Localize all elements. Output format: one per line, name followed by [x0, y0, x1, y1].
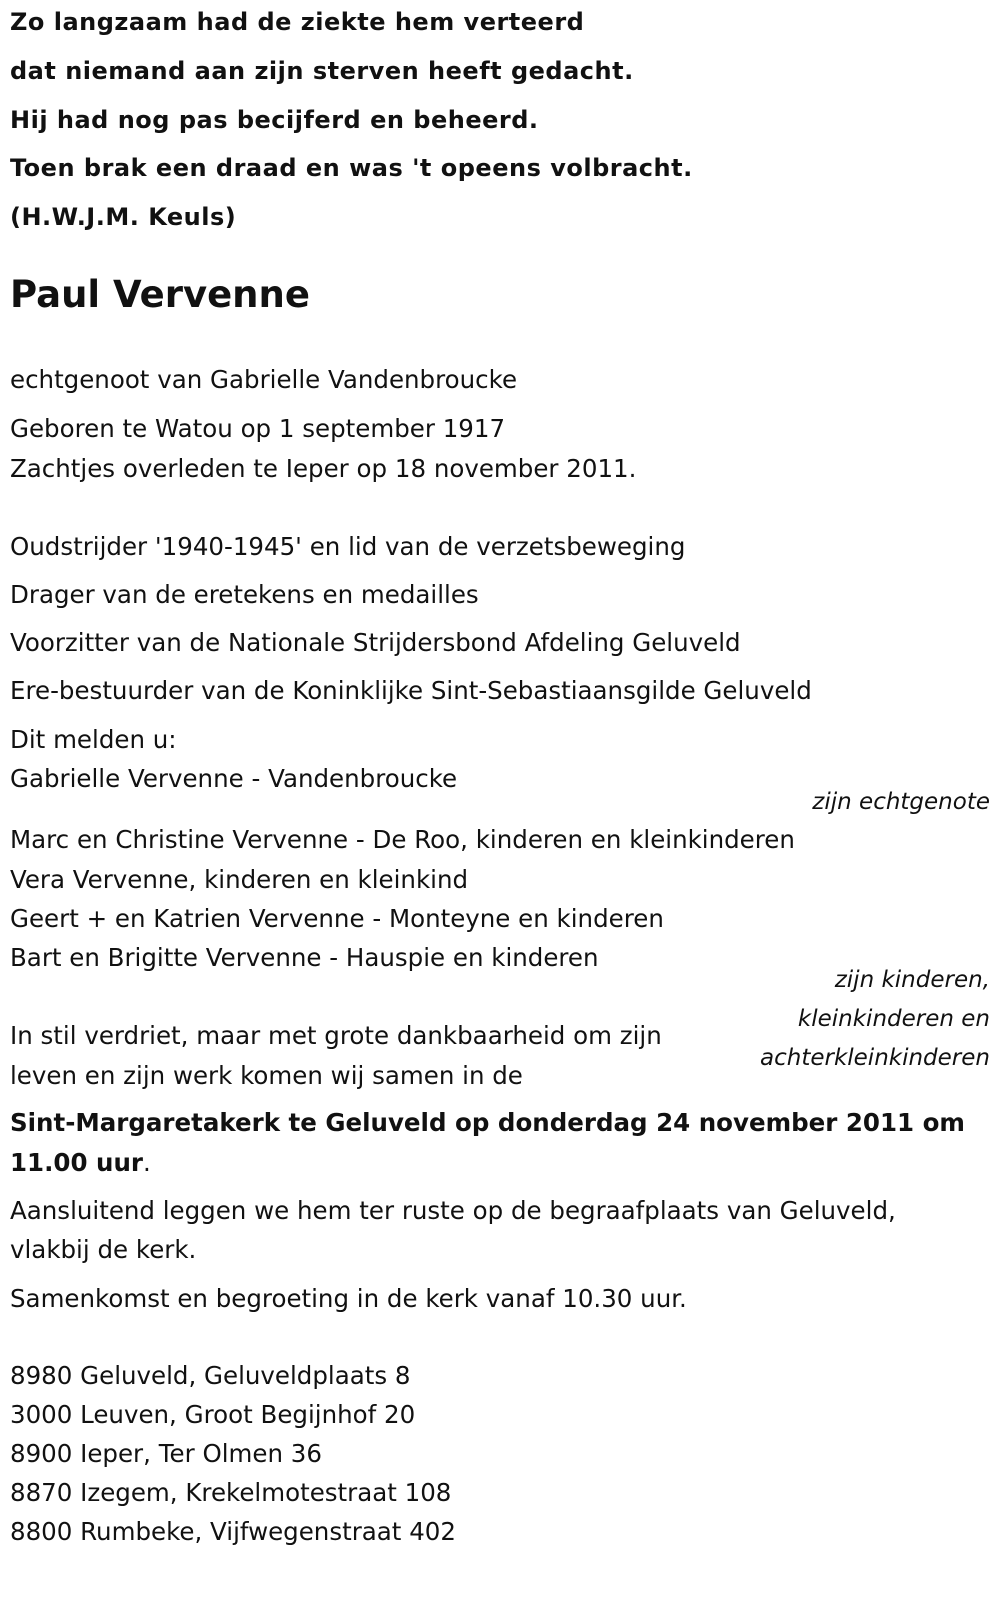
address-line: 3000 Leuven, Groot Begijnhof 20 [10, 1400, 416, 1429]
spouse-note: zijn echtgenote [812, 789, 990, 815]
children-note: kleinkinderen en [797, 1006, 990, 1032]
child-line: Bart en Brigitte Vervenne - Hauspie en kinderen [10, 943, 599, 972]
service-place: Sint-Margaretakerk te Geluveld op donderdag 24 november 2011 om [10, 1108, 965, 1137]
poem-author: (H.W.J.M. Keuls) [10, 203, 237, 231]
title-line: Voorzitter van de Nationale Strijdersbond Afdeling Geluveld [10, 628, 741, 657]
title-line: Ere-bestuurder van de Koninklijke Sint-Sebastiaansgilde Geluveld [10, 676, 812, 705]
title-line: Oudstrijder '1940-1945' en lid van de verzetsbeweging [10, 532, 686, 561]
address-line: 8800 Rumbeke, Vijfwegenstraat 402 [10, 1517, 456, 1546]
address-line: 8870 Izegem, Krekelmotestraat 108 [10, 1478, 452, 1507]
service-time-value: 11.00 uur [10, 1148, 143, 1177]
burial-line: Aansluitend leggen we hem ter ruste op de begraafplaats van Geluveld, [10, 1196, 896, 1225]
poem-line: Hij had nog pas becijferd en beheerd. [10, 106, 539, 134]
child-line: Vera Vervenne, kinderen en kleinkind [10, 865, 469, 894]
service-intro: In stil verdriet, maar met grote dankbaarheid om zijn [10, 1021, 662, 1050]
poem-line: dat niemand aan zijn sterven heeft gedacht. [10, 57, 634, 85]
children-note: achterkleinkinderen [760, 1045, 990, 1071]
child-line: Marc en Christine Vervenne - De Roo, kinderen en kleinkinderen [10, 825, 795, 854]
poem-line: Zo langzaam had de ziekte hem verteerd [10, 8, 585, 36]
spouse-line: echtgenoot van Gabrielle Vandenbroucke [10, 365, 518, 394]
service-time [10, 1148, 151, 1177]
title-line: Drager van de eretekens en medailles [10, 580, 479, 609]
burial-line: vlakbij de kerk. [10, 1235, 197, 1264]
service-intro: leven en zijn werk komen wij samen in de [10, 1061, 523, 1090]
service-time-tail: . [143, 1148, 151, 1177]
child-line: Geert + en Katrien Vervenne - Monteyne en kinderen [10, 904, 664, 933]
born-line: Geboren te Watou op 1 september 1917 [10, 414, 506, 443]
gathering-line: Samenkomst en begroeting in de kerk vanaf 10.30 uur. [10, 1284, 687, 1313]
died-line: Zachtjes overleden te Ieper op 18 november 2011. [10, 454, 637, 483]
poem-line: Toen brak een draad en was 't opeens volbracht. [10, 154, 693, 182]
deceased-name: Paul Vervenne [10, 273, 310, 316]
address-line: 8900 Ieper, Ter Olmen 36 [10, 1439, 322, 1468]
announce-intro: Dit melden u: [10, 725, 177, 754]
children-note: zijn kinderen, [834, 967, 990, 993]
address-line: 8980 Geluveld, Geluveldplaats 8 [10, 1361, 411, 1390]
spouse-name: Gabrielle Vervenne - Vandenbroucke [10, 764, 458, 793]
